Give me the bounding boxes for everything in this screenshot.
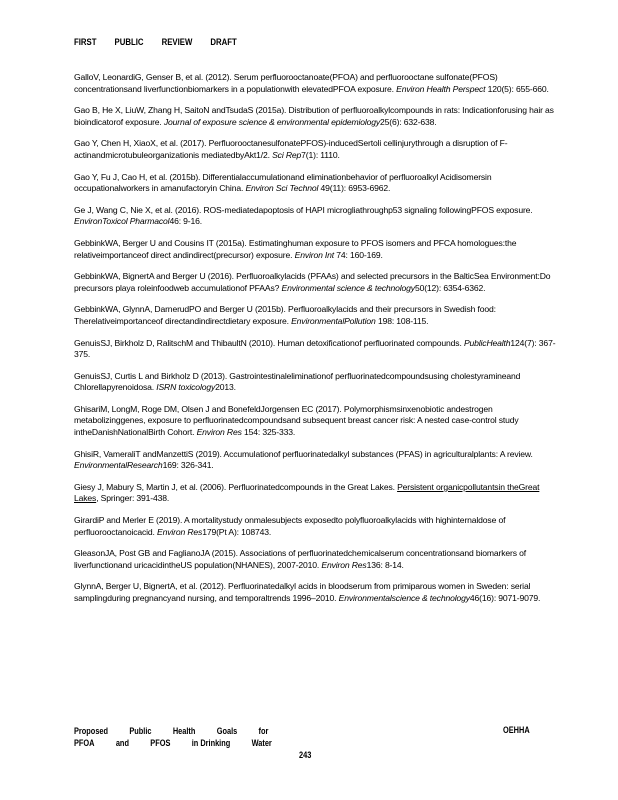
- footer-word: for: [258, 726, 269, 736]
- reference-citation: 136: 8-14.: [366, 559, 404, 570]
- reference-text: GhisariM, LongM, Roge DM, Olsen J and BonefeldJorgensen EC (2017). Polymorphismsinxenobiotic andestrogen metabolizinggenes, exposure to perfluorinatedcompoundsand subsequent breast cancer risk: A nested case-control study intheDanishNationalBirth Cohort.: [74, 403, 519, 438]
- reference-entry: [74, 72, 559, 95]
- reference-entry: [74, 338, 559, 361]
- reference-text: Gao Y, Fu J, Cao H, et al. (2015b). Differentialaccumulationand eliminationbehavior of perfluoroalkyl Acidisomersin occupationalworkers in amanufactoryin China.: [74, 171, 492, 194]
- reference-journal: Environ Int: [294, 249, 335, 260]
- reference-citation: 198: 108-115.: [375, 315, 429, 326]
- reference-journal: Environmental science & technology: [281, 282, 415, 293]
- footer-word: and: [115, 738, 129, 748]
- reference-journal: EnvironToxicol Pharmacol: [74, 216, 170, 227]
- reference-text: GlynnA, Berger U, BignertA, et al. (2012). Perfluorinatedalkyl acids in bloodserum from primiparous women in Sweden: serial samplingduring pregnancyand nursing, and temporaltrends 1996–2010.: [74, 581, 531, 603]
- reference-journal: Environmentalscience & technology: [338, 593, 470, 603]
- reference-entry: [74, 271, 559, 294]
- reference-journal: Sci Rep: [272, 149, 302, 160]
- reference-journal: Environ Res: [157, 526, 203, 537]
- reference-citation: 2013.: [215, 382, 236, 393]
- footer-title: [74, 725, 272, 749]
- reference-text: Ge J, Wang C, Nie X, et al. (2016). ROS-mediatedapoptosis of HAPI microgliathroughp53 signaling followingPFOS exposure.: [74, 204, 533, 215]
- reference-journal: Environ Res: [196, 427, 242, 438]
- reference-text: GenuisSJ, Birkholz D, RalitschM and ThibaultN (2010). Human detoxificationof perfluorinated compounds.: [74, 337, 464, 348]
- reference-text: GebbinkWA, BignertA and Berger U (2016). Perfluoroalkylacids (PFAAs) and selected precursors in the BalticSea Environment:Do precursors playa roleinfoodweb accumulationof PFAAs?: [74, 271, 551, 293]
- reference-entry: [74, 482, 559, 505]
- reference-journal: EnvironmentalPollution: [291, 315, 376, 326]
- reference-entry: [74, 449, 559, 472]
- footer-word: Water: [251, 738, 272, 748]
- reference-citation: 154: 325-333.: [241, 427, 296, 438]
- footer-word: Health: [172, 726, 196, 736]
- reference-entry: [74, 105, 559, 128]
- reference-citation: 46(16): 9071-9079.: [469, 593, 541, 603]
- reference-entry: [74, 404, 559, 439]
- footer-word: PFOA: [74, 738, 95, 748]
- reference-entry: [74, 515, 559, 538]
- reference-citation: 25(6): 632-638.: [380, 116, 437, 127]
- header-word: DRAFT: [210, 37, 237, 48]
- header-word: PUBLIC: [114, 37, 144, 48]
- reference-text: GirardiP and Merler E (2019). A mortalitystudy onmalesubjects exposedto polyfluoroalkylacids with highinternaldose of perfluorooctanoicacid.: [74, 515, 506, 537]
- footer-word: Public: [129, 726, 152, 736]
- reference-text: GebbinkWA, Berger U and Cousins IT (2015a). Estimatinghuman exposure to PFOS isomers and PFCA homologues:the relativeimportanceof direct andindirect(precursor) exposure.: [74, 237, 517, 260]
- reference-text: GleasonJA, Post GB and FaglianoJA (2015). Associations of perfluorinatedchemicalserum concentrationsand biomarkers of liverfunctionand uricacidintheUS population(NHANES), 2007-2010.: [74, 548, 527, 570]
- reference-entry: [74, 238, 559, 261]
- footer-word: Goals: [216, 726, 238, 736]
- reference-journal: Environ Sci Technol: [245, 183, 319, 194]
- reference-citation: 124(7): 367-375.: [74, 337, 556, 360]
- page-number: 243: [299, 750, 312, 760]
- reference-citation: 7(1): 1110.: [301, 149, 340, 160]
- reference-citation: , Springer: 391-438.: [96, 493, 170, 504]
- reference-text: Giesy J, Mabury S, Martin J, et al. (2006). Perfluorinatedcompounds in the Great Lakes.: [74, 481, 398, 492]
- reference-citation: 49(11): 6953-6962.: [318, 183, 391, 194]
- reference-text: GenuisSJ, Curtis L and Birkholz D (2013). Gastrointestinaleliminationof perfluorinatedcompoundsusing cholestyramineand Chlorellapyrenoidosa.: [74, 370, 521, 393]
- reference-entry: [74, 581, 559, 604]
- reference-entry: [74, 138, 559, 161]
- reference-journal: PublicHealth: [463, 337, 511, 348]
- page-header: [74, 37, 237, 48]
- reference-journal: Environ Health Perspect: [396, 83, 486, 94]
- reference-entry: [74, 205, 559, 228]
- reference-text: GalloV, LeonardiG, Genser B, et al. (2012). Serum perfluorooctanoate(PFOA) and perfluorooctane sulfonate(PFOS) concentrationsand liverfunctionbiomarkers in a populationwith elevatedPFOA exposure.: [74, 72, 498, 94]
- footer-word: PFOS: [150, 738, 171, 748]
- header-word: FIRST: [74, 37, 97, 48]
- reference-entry: [74, 548, 559, 571]
- reference-citation: 120(5): 655-660.: [485, 83, 549, 94]
- reference-entry: [74, 172, 559, 195]
- footer-word: Proposed: [74, 726, 109, 736]
- reference-citation: 74: 160-169.: [334, 249, 383, 260]
- reference-citation: 50(12): 6354-6362.: [414, 282, 486, 293]
- reference-list: [74, 72, 559, 615]
- footer-word: in Drinking: [191, 738, 231, 748]
- header-word: REVIEW: [161, 37, 193, 48]
- reference-journal: Environ Res: [321, 559, 367, 570]
- reference-journal: Journal of exposure science & environmental epidemiology: [163, 116, 381, 127]
- reference-citation: 46: 9-16.: [169, 216, 203, 227]
- reference-entry: [74, 304, 559, 327]
- reference-entry: [74, 371, 559, 394]
- reference-citation: 169: 326-341.: [162, 460, 214, 471]
- reference-text: GebbinkWA, GlynnA, DarnerudPO and Berger U (2015b). Perfluoroalkylacids and their precursors in Swedish food: Therelativeimportanceof directandindirectdietary exposure.: [74, 304, 496, 326]
- reference-text: GhisiR, VameraliT andManzettiS (2019). Accumulationof perfluorinatedalkyl substances (PFAS) in agriculturalplants: A review.: [74, 448, 533, 459]
- reference-text: Gao B, He X, LiuW, Zhang H, SaitoN andTsudaS (2015a). Distribution of perfluoroalkylcompounds in rats: Indicationforusing hair as bioindicatorof exposure.: [74, 105, 554, 127]
- reference-journal: EnvironmentalResearch: [74, 460, 163, 471]
- footer-agency: OEHHA: [503, 725, 530, 735]
- reference-journal: ISRN toxicology: [156, 382, 216, 393]
- reference-text: Gao Y, Chen H, XiaoX, et al. (2017). PerfluorooctanesulfonatePFOS)-inducedSertoli cellinjurythrough a disruption of F-actinandmicrotubuleorganizationis mediatedbyAkt1/2.: [74, 138, 508, 160]
- reference-book-title: Persistent organicpollutantsin theGreat Lakes: [74, 481, 540, 504]
- reference-citation: 179(Pt A): 108743.: [202, 526, 272, 537]
